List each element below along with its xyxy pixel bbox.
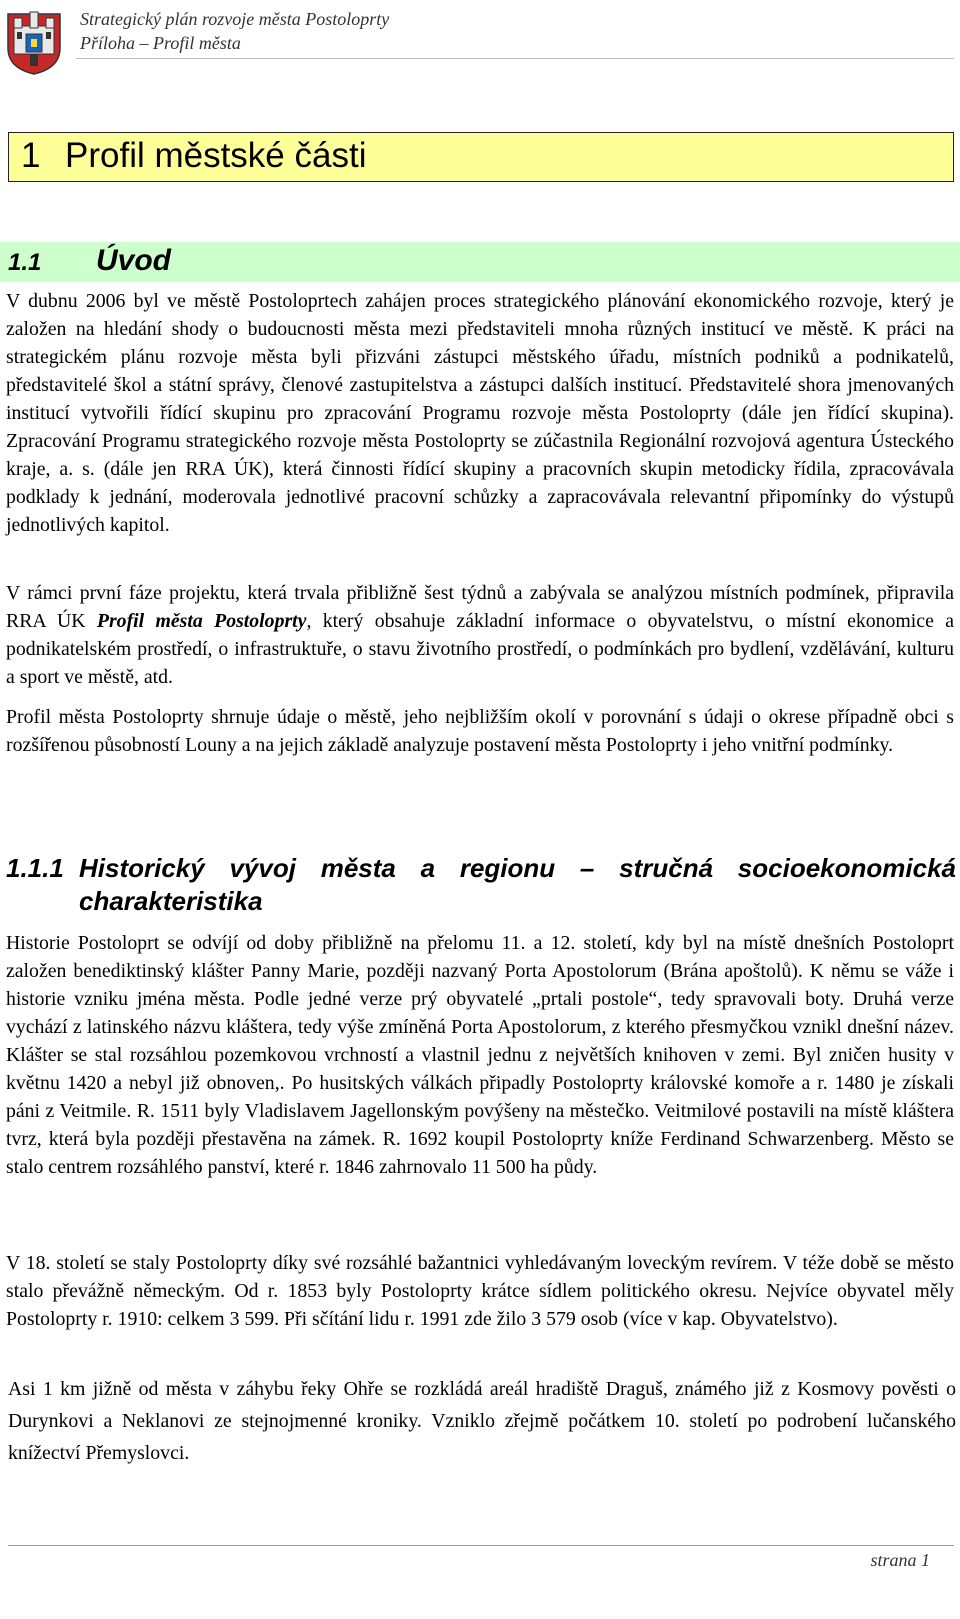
subsection-heading bbox=[6, 852, 956, 918]
footer-divider bbox=[8, 1545, 954, 1546]
page-number: strana 1 bbox=[870, 1550, 930, 1570]
section-heading bbox=[0, 242, 960, 282]
chapter-number: 1 bbox=[21, 136, 41, 175]
history-paragraph-3: Asi 1 km jižně od města v záhybu řeky Ohře se rozkládá areál hradiště Draguš, známého již z Kosmovy pověsti o Durynkovi a Neklanovi ze stejnojmenné kroniky. Vzniklo zřejmě počátkem 10. století po podrobení lučanského knížectví Přemyslovci. bbox=[8, 1378, 956, 1464]
subsection-number: 1.1.1 bbox=[6, 853, 64, 883]
header-line-appendix: Příloha – Profil města bbox=[80, 33, 241, 53]
subsection-title: Historický vývoj města a regionu – stručná socioekonomická charakteristika bbox=[79, 853, 956, 916]
header-line-plan: Strategický plán rozvoje města Postoloprty bbox=[80, 9, 390, 29]
section-number: 1.1 bbox=[8, 249, 42, 276]
intro-paragraph-2-end: , který obsahuje základní informace o obyvatelstvu, o místní ekonomice a podnikatelském prostředí, o infrastruktuře, o stavu životního prostředí, o podmínkách pro bydlení, vzdělávání, kulturu a sport ve městě, atd. bbox=[6, 610, 955, 688]
document-header-text bbox=[80, 7, 389, 55]
chapter-title: Profil městské části bbox=[65, 136, 367, 175]
history-paragraph-1: Historie Postoloprt se odvíjí od doby přibližně na přelomu 11. a 12. století, kdy byl na místě dnešních Postoloprt založen benediktinský klášter Panny Marie, později nazvaný Porta Apostolorum (Brána apoštolů). K němu se váže i historie vzniku jména města. Podle jedné verze prý obyvatelé „prtali postole“, tedy spravovali boty. Druhá verze vychází z latinského názvu kláštera, tedy výše zmíněná Porta Apostolorum, z kterého přesmyčkou vznikl dnešní název. Klášter se stal rozsáhlou pozemkovou vrchností a vlastnil jednu z největších knihoven v zemi. Byl zničen husity v květnu 1420 a nebyl již obnoven,. Po husitských válkách připadly Postoloprty královské komoře a r. 1480 je získali páni z Veitmile. R. 1511 byly Vladislavem Jagellonským povýšeny na městečko. Veitmilové postavili na místě kláštera tvrz, která byla později přestavěna na zámek. R. 1692 koupil Postoloprty kníže Ferdinand Schwarzenberg. Město se stalo centrem rozsáhlého panství, které r. 1846 zahrnovalo 11 500 ha půdy. bbox=[6, 932, 954, 1178]
page-header bbox=[0, 0, 960, 80]
intro-paragraph-3: Profil města Postoloprty shrnuje údaje o městě, jeho nejbližším okolí v porovnání s údaji o okrese případně obci s rozšířenou působností Louny a na jejich základě analyzuje postavení města Postoloprty i jeho vnitřní podmínky. bbox=[6, 706, 954, 756]
chapter-heading bbox=[8, 132, 954, 182]
intro-paragraph-1: V dubnu 2006 byl ve městě Postoloprtech zahájen proces strategického plánování ekonomického rozvoje, který je založen na hledání shody o budoucnosti města mezi představiteli mnoha různých institucí ve městě. K práci na strategickém plánu rozvoje města byli přizváni zástupci městského úřadu, místních podniků a podnikatelů, představitelé škol a státní správy, členové zastupitelstva a zástupci dalších institucí. Představitelé shora jmenovaných institucí vytvořili řídící skupinu pro zpracování Programu rozvoje města Postoloprty (dále jen řídící skupina). Zpracování Programu strategického rozvoje města Postoloprty se zúčastnila Regionální rozvojová agentura Ústeckého kraje, a. s. (dále jen RRA ÚK), která činnosti řídící skupiny a pracovních skupin metodicky řídila, zpracovávala podklady k jednání, moderovala jednotlivé pracovní schůzky a zapracovávala relevantní připomínky do výstupů jednotlivých kapitol. bbox=[6, 290, 954, 536]
header-divider bbox=[76, 58, 954, 59]
section-title: Úvod bbox=[96, 244, 171, 277]
intro-paragraph-2 bbox=[6, 579, 954, 691]
history-paragraph-2: V 18. století se staly Postoloprty díky své rozsáhlé bažantnici vyhledávaným loveckým revírem. V téže době se město stalo převážně německým. Od r. 1853 byly Postoloprty krátce sídlem politického okresu. Nejvíce obyvatel měly Postoloprty r. 1910: celkem 3 599. Při sčítání lidu r. 1991 zde žilo 3 579 osob (více v kap. Obyvatelstvo). bbox=[6, 1252, 954, 1330]
intro-paragraph-2-start: V rámci první fáze projektu, která trvala přibližně šest týdnů a zabývala se analýzou místních podmínek, připravila RRA ÚK bbox=[6, 582, 954, 632]
town-crest-icon bbox=[4, 4, 64, 76]
profile-title-emphasis: Profil města Postoloprty bbox=[96, 610, 307, 632]
